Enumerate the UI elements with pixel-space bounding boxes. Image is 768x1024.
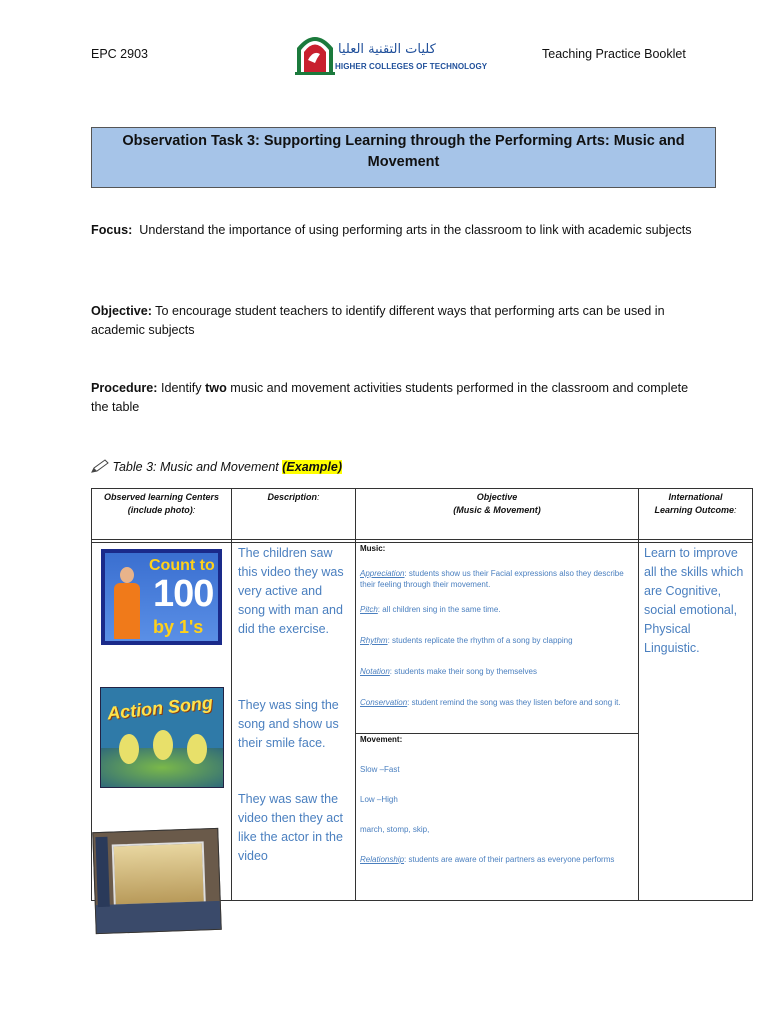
music-item: Conservation: student remind the song was they listen before and song it. (360, 698, 621, 707)
focus-text: Understand the importance of using performing arts in the classroom to link with academic subjects (139, 223, 692, 237)
caption-text: Table 3: Music and Movement (112, 460, 279, 474)
movement-item: Low –High (360, 795, 398, 804)
procedure-text-bold: two (205, 381, 227, 395)
music-item: Rhythm: students replicate the rhythm of a song by clapping (360, 636, 573, 645)
cartoon-chick-icon (187, 734, 207, 764)
classroom-video-photo (92, 828, 221, 934)
description-1: The children saw this video they was very active and song with man and did the exercise. (238, 546, 344, 636)
hct-emblem-icon (293, 30, 337, 76)
music-heading: Music: (360, 544, 386, 553)
header-outcome: International Learning Outcome: (639, 489, 753, 540)
projector-screen-icon (112, 841, 206, 906)
objective-cell (356, 543, 639, 901)
cartoon-chick-icon (119, 734, 139, 764)
outcome-text: Learn to improve all the skills which are Cognitive, social emotional, Physical Linguistic. (644, 546, 744, 655)
movement-section (356, 734, 638, 865)
description-3: They was saw the video then they act like the actor in the video (238, 792, 343, 863)
course-code: EPC 2903 (91, 47, 148, 61)
count-to-100-photo: Count to 100 by 1's (101, 549, 222, 645)
pencil-icon (91, 459, 109, 473)
objective-paragraph (91, 302, 701, 340)
header-objective: Objective (Music & Movement) (356, 489, 639, 540)
table-caption (91, 459, 342, 474)
caption-highlight: (Example) (282, 460, 343, 474)
table-header-row (92, 489, 753, 540)
header-description: Description: (232, 489, 356, 540)
header-centers: Observed learning Centers (include photo): (92, 489, 232, 540)
procedure-text-pre: Identify (161, 381, 202, 395)
action-song-photo: Action Song (100, 687, 224, 788)
person-figure-icon (111, 567, 141, 639)
description-2: They was sing the song and show us their smile face. (238, 698, 339, 750)
logo-arabic-text: كليات التقنية العليا (338, 42, 436, 57)
movement-heading: Movement: (360, 735, 403, 744)
objective-label: Objective: (91, 304, 152, 318)
focus-paragraph (91, 221, 701, 240)
music-item: Notation: students make their song by themselves (360, 667, 537, 676)
procedure-label: Procedure: (91, 381, 158, 395)
movement-item: march, stomp, skip, (360, 825, 430, 834)
task-title: Observation Task 3: Supporting Learning through the Performing Arts: Music and Movement (91, 127, 716, 188)
description-cell (232, 543, 356, 901)
movement-item: Slow –Fast (360, 765, 400, 774)
booklet-title: Teaching Practice Booklet (542, 47, 686, 61)
cartoon-chick-icon (153, 730, 173, 760)
objective-text: To encourage student teachers to identify different ways that performing arts can be used in academic subjects (91, 304, 665, 337)
outcome-cell (639, 543, 753, 901)
movement-item: Relationship: students are aware of their partners as everyone performs (360, 855, 615, 864)
focus-label: Focus: (91, 223, 133, 237)
music-item: Appreciation: students show us their Facial expressions also they describe their feeling through their movement. (360, 569, 624, 589)
music-section (356, 543, 638, 734)
procedure-text-post: music and movement activities students performed in the classroom and complete the table (91, 381, 689, 414)
procedure-paragraph (91, 379, 701, 417)
logo-english-text: HIGHER COLLEGES OF TECHNOLOGY (335, 62, 488, 71)
music-item: Pitch: all children sing in the same time. (360, 605, 501, 614)
